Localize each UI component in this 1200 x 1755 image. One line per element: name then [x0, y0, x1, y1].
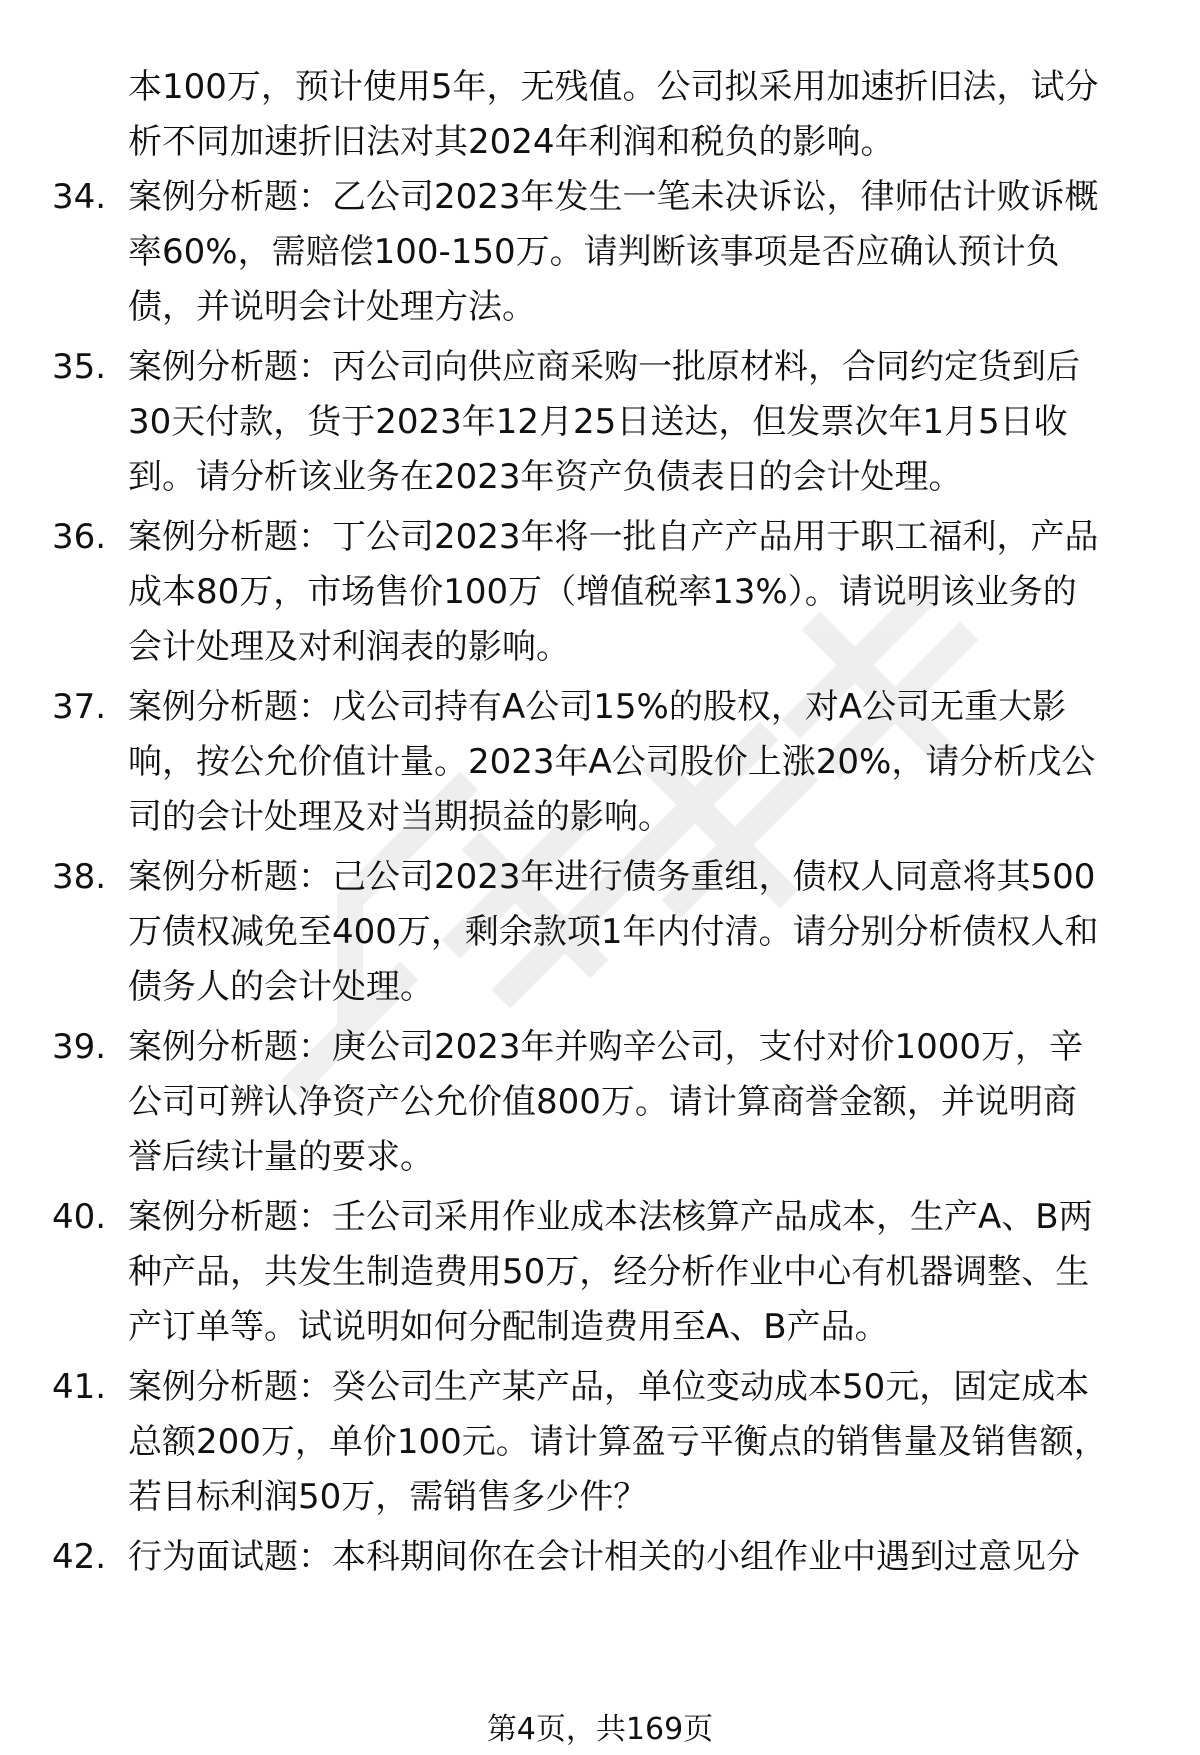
question-text-line: 案例分析题：庚公司2023年并购辛公司，支付对价1000万，辛: [128, 1027, 1084, 1067]
question-text-line: 总额200万，单价100元。请计算盈亏平衡点的销售量及销售额，: [128, 1422, 1108, 1462]
page-footer: 第4页，共169页: [486, 1712, 714, 1747]
question-text-line: 响，按公允价值计量。2023年A公司股价上涨20%，请分析戊公: [128, 742, 1096, 782]
question-text: [128, 510, 1168, 675]
question-text-line: 产订单等。试说明如何分配制造费用至A、B产品。: [128, 1307, 889, 1347]
question-number: 34.: [52, 177, 107, 217]
question-text-line: 若目标利润50万，需销售多少件？: [128, 1477, 648, 1517]
question-text-line: 公司可辨认净资产公允价值800万。请计算商誉金额，并说明商: [128, 1082, 1077, 1122]
question-text: [128, 1530, 1168, 1585]
question-number: 38.: [52, 857, 107, 897]
question-text: [128, 850, 1168, 1015]
question-text-line: 会计处理及对利润表的影响。: [128, 627, 570, 667]
continuation-line: 析不同加速折旧法对其2024年利润和税负的影响。: [128, 122, 895, 162]
question-text-line: 率60%，需赔偿100-150万。请判断该事项是否应确认预计负: [128, 232, 1060, 272]
question-text-line: 债务人的会计处理。: [128, 967, 434, 1007]
continuation-paragraph: [128, 60, 1168, 170]
question-number: 35.: [52, 347, 107, 387]
question-number: 39.: [52, 1027, 107, 1067]
question-text: [128, 1360, 1168, 1525]
question-text: [128, 340, 1168, 505]
question-number: 36.: [52, 517, 107, 557]
question-number: 37.: [52, 687, 107, 727]
question-text-line: 誉后续计量的要求。: [128, 1137, 434, 1177]
question-text-line: 案例分析题：丁公司2023年将一批自产产品用于职工福利，产品: [128, 517, 1099, 557]
question-text-line: 案例分析题：壬公司采用作业成本法核算产品成本，生产A、B两: [128, 1197, 1093, 1237]
question-text-line: 案例分析题：丙公司向供应商采购一批原材料，合同约定货到后: [128, 347, 1080, 387]
question-text-line: 种产品，共发生制造费用50万，经分析作业中心有机器调整、生: [128, 1252, 1090, 1292]
question-text-line: 案例分析题：戊公司持有A公司15%的股权，对A公司无重大影: [128, 687, 1067, 727]
question-text-line: 万债权减免至400万，剩余款项1年内付清。请分别分析债权人和: [128, 912, 1099, 952]
question-text-line: 到。请分析该业务在2023年资产负债表日的会计处理。: [128, 457, 963, 497]
question-number: 41.: [52, 1367, 107, 1407]
question-text-line: 行为面试题：本科期间你在会计相关的小组作业中遇到过意见分: [128, 1537, 1080, 1577]
question-number: 42.: [52, 1537, 107, 1577]
question-text: [128, 1020, 1168, 1185]
question-text-line: 案例分析题：癸公司生产某产品，单位变动成本50元，固定成本: [128, 1367, 1090, 1407]
question-text-line: 司的会计处理及对当期损益的影响。: [128, 797, 672, 837]
question-text-line: 案例分析题：己公司2023年进行债务重组，债权人同意将其500: [128, 857, 1096, 897]
question-text-line: 债，并说明会计处理方法。: [128, 287, 536, 327]
question-text-line: 成本80万，市场售价100万（增值税率13%）。请说明该业务的: [128, 572, 1077, 612]
question-text: [128, 680, 1168, 845]
continuation-line: 本100万，预计使用5年，无残值。公司拟采用加速折旧法，试分: [128, 67, 1099, 107]
question-text: [128, 1190, 1168, 1355]
question-text: [128, 170, 1168, 335]
question-text-line: 案例分析题：乙公司2023年发生一笔未决诉讼，律师估计败诉概: [128, 177, 1099, 217]
question-text-line: 30天付款，货于2023年12月25日送达，但发票次年1月5日收: [128, 402, 1068, 442]
question-number: 40.: [52, 1197, 107, 1237]
